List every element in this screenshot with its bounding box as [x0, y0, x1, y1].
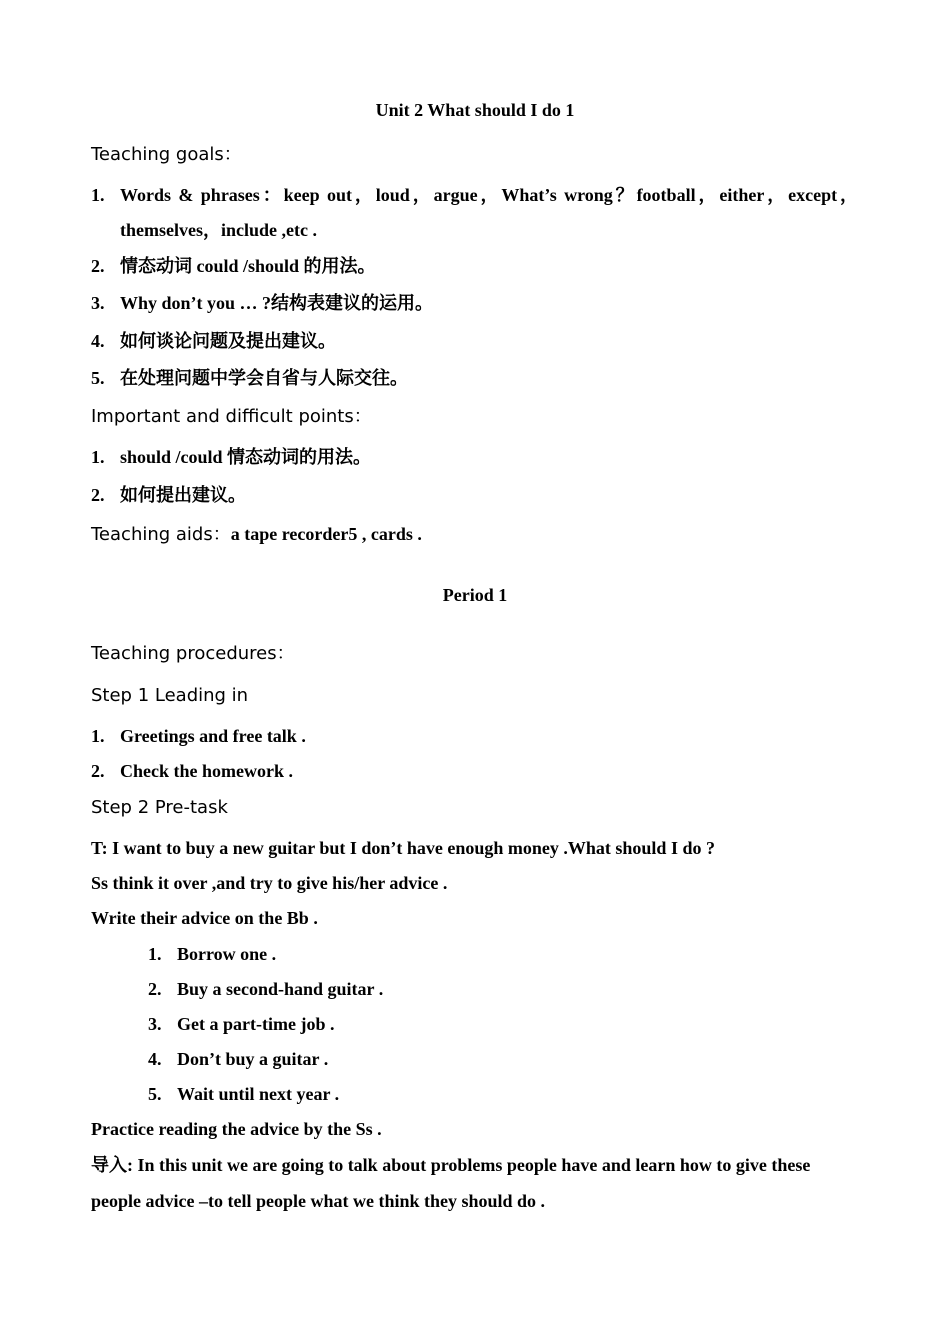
procedures-heading: Teaching procedures： [91, 643, 295, 664]
advice-text: Borrow one . [177, 944, 277, 964]
intro-text: In this unit we are going to talk about problems people have and learn how to give these [133, 1155, 811, 1175]
teaching-aids-label: Teaching aids： [91, 524, 231, 545]
goal-number: 5. [91, 368, 105, 388]
goal-text-continued: themselves，include ,etc . [120, 220, 317, 240]
goal-text: Why don’t you … ?结构表建议的运用。 [120, 293, 434, 313]
advice-number: 3. [148, 1014, 162, 1034]
point-text: 如何提出建议。 [120, 485, 246, 505]
step2-heading: Step 2 Pre-task [91, 797, 228, 818]
intro-text-continued: people advice –to tell people what we think they should do . [91, 1191, 546, 1211]
goal-text: 情态动词 could /should 的用法。 [120, 256, 376, 276]
point-text: should /could 情态动词的用法。 [120, 447, 372, 467]
document-title: Unit 2 What should I do 1 [375, 100, 575, 120]
step2-teacher-line: T: I want to buy a new guitar but I don’t have enough money .What should I do ? [91, 838, 715, 858]
step2-write-line: Write their advice on the Bb . [91, 908, 318, 928]
goal-text: Words & phrases：keep out，loud，argue，What’s wrong？football，either，except， [120, 185, 858, 205]
goal-number: 2. [91, 256, 105, 276]
period-title: Period 1 [442, 585, 508, 605]
step2-students-line: Ss think it over ,and try to give his/her advice . [91, 873, 448, 893]
point-number: 1. [91, 447, 105, 467]
teaching-aids [91, 523, 422, 547]
advice-text: Get a part-time job . [177, 1014, 335, 1034]
intro-label: 导入: [91, 1155, 133, 1175]
goal-number: 4. [91, 331, 105, 351]
advice-text: Don’t buy a guitar . [177, 1049, 329, 1069]
step1-item-text: Greetings and free talk . [120, 726, 306, 746]
practice-line: Practice reading the advice by the Ss . [91, 1119, 382, 1139]
step1-item-number: 2. [91, 761, 105, 781]
step1-item-text: Check the homework . [120, 761, 293, 781]
teaching-aids-text: a tape recorder5 , cards . [230, 524, 422, 544]
advice-number: 1. [148, 944, 162, 964]
teaching-goals-heading: Teaching goals： [91, 144, 242, 165]
advice-text: Wait until next year . [177, 1084, 340, 1104]
advice-number: 4. [148, 1049, 162, 1069]
goal-text: 在处理问题中学会自省与人际交往。 [120, 368, 408, 388]
advice-text: Buy a second-hand guitar . [177, 979, 384, 999]
point-number: 2. [91, 485, 105, 505]
goal-number: 1. [91, 185, 105, 205]
advice-number: 2. [148, 979, 162, 999]
intro-paragraph [91, 1154, 810, 1176]
step1-item-number: 1. [91, 726, 105, 746]
goal-number: 3. [91, 293, 105, 313]
advice-number: 5. [148, 1084, 162, 1104]
important-points-heading: Important and difficult points： [91, 406, 372, 427]
goal-text: 如何谈论问题及提出建议。 [120, 331, 336, 351]
step1-heading: Step 1 Leading in [91, 685, 249, 706]
